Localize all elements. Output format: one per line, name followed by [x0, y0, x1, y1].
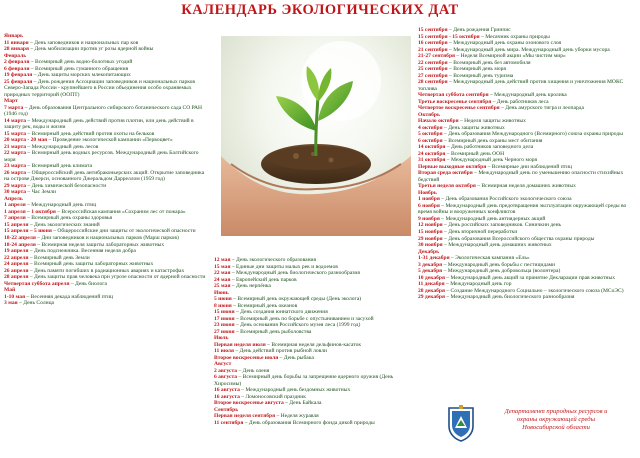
month-heading: Февраль	[4, 52, 27, 59]
entry-text: – Всероссийская кампания «Сохраним лес от пожара»	[55, 208, 186, 215]
entry-date: 18-24 апреля	[4, 241, 36, 248]
entry-text: – День защиты морских млекопитающих	[32, 72, 131, 79]
entry-date: 11 сентября	[214, 419, 244, 426]
entry-date: 22 сентября	[418, 59, 448, 66]
calendar-entry	[4, 118, 209, 131]
entry-date: 22 апреля	[4, 254, 29, 261]
entry-date: 30 марта	[4, 189, 27, 196]
calendar-entry	[4, 170, 209, 183]
department-line-1: Департамент природных ресурсов и	[504, 408, 608, 415]
entry-text: – Всемирные дни наблюдений птиц	[486, 163, 573, 170]
entry-date: 15 сентября - 15 октября	[418, 33, 480, 40]
entry-text: – Всемирный день туризма	[447, 72, 514, 79]
column-left	[4, 33, 209, 455]
entry-date: 11 декабря	[418, 281, 445, 288]
entry-text: – День заповедников и национальных пар ков	[28, 39, 139, 46]
entry-text: – Международный день мира. Международный день уборки мусора	[447, 46, 610, 53]
entry-date: Четвертая суббота сентября	[418, 92, 489, 99]
entry-text: – Всемирная неделя защиты лабораторных животных	[35, 241, 165, 248]
entry-date: 10 декабря	[418, 274, 445, 281]
entry-text: – День создания юннатского движения	[234, 309, 328, 316]
entry-date: 26 марта	[4, 169, 27, 176]
calendar-entry	[4, 150, 209, 163]
seedling-photo	[221, 36, 411, 236]
coat-of-arms-icon	[447, 404, 475, 442]
month-heading: Июль	[214, 335, 229, 342]
entry-text: – Всемирный день охраны здоровья	[25, 215, 113, 222]
entry-text: – День памяти погибших в радиационных авариях и катастрофах	[28, 267, 185, 274]
entry-date: 5 декабря	[418, 268, 443, 275]
entry-date: Третье воскресенье сентября	[418, 98, 492, 105]
entry-date: 5 июня	[214, 296, 232, 303]
entry-date: 6 ноября	[418, 202, 440, 209]
entry-text: – Международный день добровольца (волонтера)	[442, 268, 561, 275]
entry-text: – День работников заповедного дела	[445, 144, 534, 151]
month-heading: Январь	[4, 33, 23, 39]
entry-text: – Всемирная неделя дельфинов-касаток	[265, 341, 362, 348]
entry-text: – День образования Международного (Всемирного) союза охраны природы	[442, 131, 623, 138]
entry-text: – День рождения Гринпис	[447, 27, 511, 33]
column-right	[418, 27, 638, 399]
entry-text: – Создание Международного Социально – экологического союза (МСоЭС)	[444, 287, 624, 294]
entry-date: 6 августа	[214, 374, 238, 381]
entry-text: – Общероссийские дни защиты от экологической опасности	[51, 228, 196, 235]
month-heading: Декабрь	[418, 248, 440, 255]
entry-text: – Неделя защиты животных	[458, 118, 526, 125]
month-heading: Июнь	[214, 289, 229, 296]
month-heading: Март	[4, 98, 18, 105]
calendar-entry	[214, 420, 414, 427]
entry-date: 4 октября	[418, 124, 443, 131]
entry-date: 15 марта	[4, 130, 27, 137]
entry-date: 27 июня	[214, 328, 235, 335]
seedling-in-hands-illustration	[221, 36, 411, 236]
entry-text: – Международный день домашних животных	[442, 242, 552, 249]
month-heading: Октябрь	[418, 111, 440, 118]
entry-text: – Всемирный день гуманного обращения	[29, 65, 129, 72]
entry-text: – Международный день действий против плотин, или день действий в защиту рек, воды и жизни	[4, 117, 194, 131]
calendar-entry	[4, 105, 209, 118]
entry-date: 19 апреля	[4, 248, 29, 255]
department-line-2: охраны окружающей среды	[516, 416, 596, 423]
entry-text: – Всемирный день борьбы за запрещение ядерного оружия (День Хиросимы)	[214, 374, 394, 387]
entry-date: 28 декабря	[418, 287, 445, 294]
entry-text: – Час Земли	[26, 189, 56, 196]
entry-date: 11 января	[4, 39, 29, 46]
entry-text: – Всемирный день защиты лабораторных животных	[28, 261, 154, 268]
column-middle	[214, 257, 414, 455]
entry-text: – Международный день акций за принятие Декларации прав животных	[444, 274, 616, 281]
entry-date: 22 мая	[214, 270, 231, 277]
entry-text: – День химической безопасности	[26, 182, 107, 189]
entry-text: – День действий против рыбной ловли	[234, 348, 327, 355]
entry-text: – Международный день Черного моря	[445, 157, 538, 164]
entry-date: 3 декабря	[418, 261, 443, 268]
entry-text: – Всемирный день водных ресурсов. Международный день Балтийского моря	[4, 150, 199, 163]
entry-text: – Международный день бездомных животных	[239, 387, 351, 394]
entry-text: – День работников леса	[491, 98, 549, 105]
entry-date: 25 сентября	[418, 66, 448, 73]
entry-date: Второе воскресенье июля	[214, 354, 279, 361]
entry-date: 23 марта	[4, 163, 27, 170]
entry-date: 19 февраля	[4, 72, 33, 79]
entry-date: 31 октября	[418, 157, 446, 164]
entry-text: – Всемирный день рыболовства	[234, 328, 312, 335]
entry-text: – День защиты прав человека при угрозе опасности от ядерной опасности	[28, 274, 206, 281]
entry-text: – Международный день птиц	[25, 202, 97, 209]
month-heading: Август	[214, 361, 232, 368]
calendar-entry	[418, 294, 638, 301]
entry-text: – Всемирный день моря	[447, 66, 506, 73]
entry-date: Третья неделя октября	[418, 183, 476, 190]
entry-date: 26 апреля	[4, 267, 29, 274]
entry-text: – День биолога	[69, 280, 107, 287]
entry-date: 15 апреля	[4, 221, 29, 228]
entry-text: – Общероссийский день антибраконьерских акций. Открытие заповедника на острове Джерси, основанного Джеральдом Дарреллом (1959 год)	[4, 169, 205, 183]
entry-text: – Международный день борьбы с пестицидами	[442, 261, 556, 268]
entry-date: 9 ноября	[418, 215, 440, 222]
entry-text: – День российских заповедников. Синичкин день	[442, 222, 562, 229]
entry-text: – Всемирная неделя домашних животных	[475, 183, 576, 190]
entry-text: – День образования Российского экологического союза	[439, 196, 572, 203]
entry-date: Второе воскресенье августа	[214, 400, 284, 407]
entry-date: 7 апреля	[4, 215, 26, 222]
entry-date: 15 сентября	[418, 27, 448, 33]
entry-text: – Международный день лесов	[26, 143, 99, 150]
entry-date: 28 января	[4, 46, 29, 53]
entry-date: Четвертое воскресенье сентября	[418, 105, 500, 112]
entry-date: 15 ноября	[418, 228, 443, 235]
entry-text: – Всемирный день водно-болотных угодий	[29, 59, 133, 66]
entry-date: 28 апреля	[4, 274, 29, 281]
page-title: КАЛЕНДАРЬ ЭКОЛОГИЧЕСКИХ ДАТ	[181, 2, 459, 18]
department-name	[481, 408, 631, 432]
entry-date: 2 августа	[214, 367, 238, 374]
entry-date: Вторая среда октября	[418, 170, 473, 177]
entry-date: 7 марта	[4, 104, 24, 111]
entry-date: 15 апреля – 5 июня	[4, 228, 52, 235]
entry-text: – День Байкала	[283, 400, 322, 407]
entry-date: 3 мая	[4, 300, 18, 307]
entry-date: 12 мая	[214, 257, 231, 263]
entry-date: 20 марта - 20 мая	[4, 137, 48, 144]
entry-text: – Неделя журавля	[275, 413, 319, 420]
entry-date: 24 октября	[418, 150, 446, 157]
entry-date: 22 марта	[4, 150, 27, 157]
entry-text: – Международный день биологического разнообразия	[444, 294, 575, 301]
entry-text: – День образования Центрального сибирского ботанического сада СО РАН (1946 год)	[4, 104, 203, 118]
entry-text: – Международный день биологического разнообразия	[230, 270, 360, 277]
entry-text: – День основания Российского музея леса (1999 год)	[234, 322, 361, 329]
entry-text: – День образования Всероссийского общества охраны природы	[442, 235, 595, 242]
entry-text: – День рыбака	[278, 354, 314, 361]
entry-date: 17 июня	[214, 315, 235, 322]
footer	[447, 402, 627, 452]
entry-date: 21 марта	[4, 143, 27, 150]
entry-text: – Ломоносовский праздник	[239, 393, 306, 400]
entry-text: – Экологическая кампания «Ель»	[449, 255, 530, 262]
entry-date: 25 февраля	[4, 78, 33, 85]
entry-date: 15 июня	[214, 309, 235, 316]
entry-text: – Международный день предотвращения эксплуатации окружающей среды во время войны и вооруженных конфликтов	[418, 202, 627, 216]
entry-text: – День амурского тигра и леопарда	[499, 105, 584, 112]
entry-text: – Неделя Всемирной акции «Мы чистим мир»	[455, 53, 566, 60]
entry-date: 8 июня	[214, 302, 232, 309]
entry-text: – Единые дни защиты малых рек и водоемов	[230, 263, 338, 270]
entry-text: – День Солнца	[17, 300, 54, 307]
entry-text: – День экологического образования	[230, 257, 317, 263]
entry-text: – Весенняя декада наблюдений птиц	[25, 293, 114, 300]
entry-date: 30 ноября	[418, 242, 443, 249]
entry-date: 21-27 сентября	[418, 53, 456, 60]
entry-date: 23 июня	[214, 322, 235, 329]
entry-date: 28 сентября	[418, 79, 448, 86]
entry-text: – Международный день действий против хищения и уничтожения МОКС топлива	[418, 79, 624, 92]
entry-text: – Международный день гор	[444, 281, 512, 288]
entry-text: – День рождения Ассоциации заповедников и национальных парков Северо-Запада России - крупнейшего в России объединения особо охраняемых природных территорий (ООПТ)	[4, 78, 196, 98]
entry-text: – Дни заповедников и национальных парков (Марш парков)	[35, 234, 179, 241]
entry-text: – Международный день кролика	[488, 92, 567, 99]
entry-date: 11 июля	[214, 348, 235, 355]
entry-date: 1 апреля	[4, 202, 26, 209]
entry-text: – Международный день антиядерных акций	[439, 215, 546, 222]
calendar-entry	[214, 374, 414, 387]
entry-text: – Всемирный день по борьбе с опустыниванием и засухой	[234, 315, 374, 322]
entry-text: – Всемирный день Земли	[28, 254, 90, 261]
month-heading: Май	[4, 287, 16, 294]
calendar-entry	[4, 300, 209, 307]
entry-date: 24 апреля	[4, 261, 29, 268]
entry-text: – Всемирный день без автомобиля	[447, 59, 531, 66]
calendar-entry	[418, 170, 638, 183]
entry-date: Первая неделя июля	[214, 341, 266, 348]
entry-date: 14 октября	[418, 144, 446, 151]
calendar-entry	[418, 79, 638, 92]
entry-date: 21 сентября	[418, 46, 448, 53]
entry-date: 29 ноября	[418, 235, 443, 242]
entry-date: 18-22 апреля	[4, 234, 36, 241]
entry-date: 16 сентября	[418, 40, 448, 47]
month-heading: Сентябрь	[214, 406, 239, 413]
entry-date: 27 сентября	[418, 72, 448, 79]
entry-date: 14 марта	[4, 117, 27, 124]
entry-text: – Месячник охраны природы	[479, 33, 550, 40]
entry-text: – День нерпёнка	[230, 283, 271, 290]
entry-text: – День образования Всемирного фонда дикой природы	[243, 419, 375, 426]
entry-date: 1-10 мая	[4, 293, 26, 300]
entry-text: – Всемирный день океанов	[231, 302, 298, 309]
entry-text: – Проведение экологической кампании «Первоцвет»	[47, 137, 173, 144]
entry-date: Четвертая суббота апреля	[4, 280, 70, 287]
entry-text: – Европейский день парков	[230, 276, 297, 283]
entry-date: 12 ноября	[418, 222, 443, 229]
entry-date: 15 мая	[214, 263, 231, 270]
month-heading: Апрель	[4, 195, 23, 202]
entry-date: 5 октября	[418, 131, 443, 138]
entry-date: Первая неделя сентября	[214, 413, 276, 420]
entry-text: – День мобилизации против уг розы ядерной войны	[29, 46, 154, 53]
entry-date: 6 февраля	[4, 65, 30, 72]
entry-date: Начало октября	[418, 118, 459, 125]
entry-date: 1 ноября	[418, 196, 440, 203]
entry-date: 16 августа	[214, 393, 240, 400]
entry-date: 29 декабря	[418, 294, 445, 301]
month-heading: Ноябрь	[418, 189, 437, 196]
entry-text: – День вторичной переработки	[442, 228, 518, 235]
entry-text: – Всемирный день охраны мест обитания	[442, 137, 543, 144]
entry-text: – Всемирный день климата	[26, 163, 92, 170]
entry-text: – День подснежника. Весенняя неделя добра	[28, 248, 136, 255]
entry-date: 16 августа	[214, 387, 240, 394]
calendar-entry	[418, 203, 638, 216]
entry-date: 1-31 декабря	[418, 255, 450, 262]
calendar-entry	[4, 79, 209, 99]
entry-date: 2 февраля	[4, 59, 30, 66]
department-line-3: Новосибирской области	[522, 424, 590, 431]
entry-date: 29 марта	[4, 182, 27, 189]
entry-text: – Всемирный день ООН	[445, 150, 505, 157]
entry-date: 6 октября	[418, 137, 443, 144]
entry-text: – День защиты животных	[442, 124, 505, 131]
entry-text: – День оленя	[237, 367, 270, 374]
entry-text: – Международный день охраны озонового слоя	[447, 40, 562, 47]
entry-text: – Всемирный день окружающей среды (День эколога)	[231, 296, 362, 303]
entry-date: 1 апреля – 1 октября	[4, 208, 56, 215]
entry-date: 24 мая	[214, 276, 231, 283]
entry-text: – День экологических знаний	[28, 221, 100, 228]
entry-date: Первые выходные октября	[418, 163, 487, 170]
entry-text: – Всемирный день действий против охоты на бельков	[26, 130, 155, 137]
entry-text: – Международный день по уменьшению опасности стихийных бедствий	[418, 170, 624, 183]
entry-date: 25 мая	[214, 283, 231, 290]
